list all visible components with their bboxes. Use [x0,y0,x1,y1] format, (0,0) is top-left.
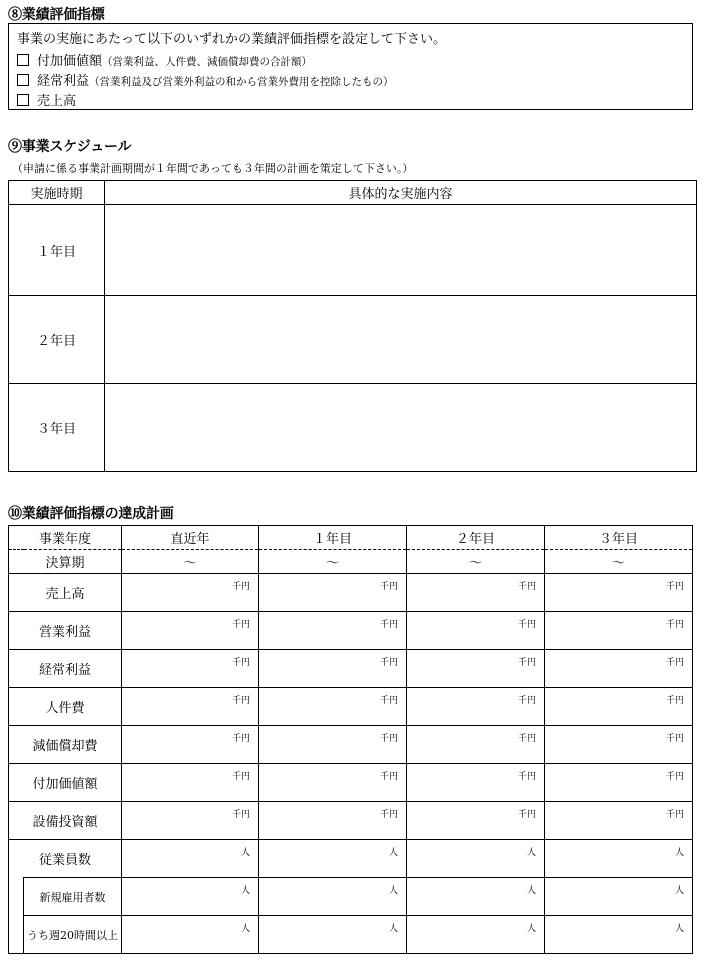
option-label: 付加価値額 [37,54,103,69]
section8-title: ⑧業績評価指標 [8,7,105,23]
plan-value-cell[interactable] [545,764,693,802]
plan-value-cell[interactable] [259,840,407,878]
plan-value-cell[interactable] [545,612,693,650]
plan-row-label: 付加価値額 [9,764,122,802]
plan-value-cell[interactable] [259,802,407,840]
option-note: （営業利益、人件費、減価償却費の合計額） [102,56,313,68]
unit-label: 人 [527,886,537,896]
plan-value-cell[interactable] [545,726,693,764]
plan-header-year: 事業年度 [9,526,122,550]
plan-value-cell[interactable] [545,802,693,840]
unit-label: 人 [389,886,399,896]
plan-header-col: ２年目 [407,526,545,550]
unit-label: 千円 [666,658,685,668]
plan-value-cell[interactable] [407,688,545,726]
unit-label: 人 [527,848,537,858]
schedule-table [8,180,697,472]
plan-value-cell[interactable] [545,916,693,954]
unit-label: 千円 [380,620,399,630]
plan-value-cell[interactable] [545,840,693,878]
plan-table [8,525,693,954]
unit-label: 人 [675,886,685,896]
plan-fiscal-label: 決算期 [9,550,122,574]
plan-fiscal-cell[interactable]: ～ [122,550,259,574]
plan-value-cell[interactable] [259,878,407,916]
plan-row-label: 減価償却費 [9,726,122,764]
plan-value-cell[interactable] [122,878,259,916]
plan-value-cell[interactable] [407,726,545,764]
schedule-header-period: 実施時期 [9,181,105,205]
schedule-content-cell[interactable] [105,205,697,296]
plan-value-cell[interactable] [407,612,545,650]
option-label: 売上高 [37,94,77,109]
unit-label: 千円 [232,772,251,782]
plan-value-cell[interactable] [259,688,407,726]
unit-label: 千円 [232,658,251,668]
section10-title: ⑩業績評価指標の達成計画 [8,506,174,522]
indent-spacer [9,878,24,916]
unit-label: 人 [389,924,399,934]
schedule-header-content: 具体的な実施内容 [105,181,697,205]
unit-label: 千円 [232,734,251,744]
section9-note: （申請に係る事業計画期間が１年間であっても３年間の計画を策定して下さい。） [12,162,414,175]
plan-row-label: 従業員数 [9,840,122,878]
plan-row-label: 経常利益 [9,650,122,688]
plan-value-cell[interactable] [407,840,545,878]
unit-label: 千円 [518,658,537,668]
plan-value-cell[interactable] [122,916,259,954]
plan-value-cell[interactable] [259,612,407,650]
plan-row-label: 売上高 [9,574,122,612]
option-note: （営業利益及び営業外利益の和から営業外費用を控除したもの） [89,76,394,88]
plan-value-cell[interactable] [122,726,259,764]
schedule-content-cell[interactable] [105,296,697,384]
unit-label: 千円 [518,810,537,820]
option-ordinary-profit[interactable] [17,70,394,89]
unit-label: 千円 [666,772,685,782]
schedule-row-label: １年目 [9,205,105,296]
unit-label: 千円 [380,658,399,668]
plan-value-cell[interactable] [545,878,693,916]
unit-label: 千円 [380,810,399,820]
unit-label: 人 [241,924,251,934]
unit-label: 千円 [518,582,537,592]
plan-value-cell[interactable] [407,878,545,916]
unit-label: 千円 [666,810,685,820]
indicator-intro: 事業の実施にあたって以下のいずれかの業績評価指標を設定して下さい。 [17,32,447,47]
plan-value-cell[interactable] [545,688,693,726]
unit-label: 千円 [666,734,685,744]
plan-subrow-label: 新規雇用者数 [24,878,122,916]
unit-label: 千円 [380,696,399,706]
plan-value-cell[interactable] [259,916,407,954]
plan-value-cell[interactable] [259,726,407,764]
unit-label: 人 [675,848,685,858]
checkbox-icon[interactable] [17,94,29,106]
unit-label: 千円 [518,772,537,782]
indent-spacer [9,916,24,954]
schedule-row-label: ３年目 [9,384,105,472]
plan-value-cell[interactable] [122,612,259,650]
plan-row-label: 営業利益 [9,612,122,650]
plan-row-label: 人件費 [9,688,122,726]
plan-row-label: 設備投資額 [9,802,122,840]
plan-value-cell[interactable] [259,650,407,688]
plan-fiscal-cell[interactable]: ～ [259,550,407,574]
checkbox-icon[interactable] [17,54,29,66]
plan-value-cell[interactable] [407,764,545,802]
section9-title: ⑨事業スケジュール [8,139,132,155]
unit-label: 人 [241,886,251,896]
plan-value-cell[interactable] [407,802,545,840]
option-added-value[interactable] [17,50,312,69]
plan-value-cell[interactable] [122,764,259,802]
schedule-row-label: ２年目 [9,296,105,384]
plan-value-cell[interactable] [545,650,693,688]
option-sales[interactable] [17,90,76,109]
plan-header-col: １年目 [259,526,407,550]
unit-label: 千円 [232,696,251,706]
unit-label: 千円 [518,620,537,630]
plan-value-cell[interactable] [122,574,259,612]
plan-value-cell[interactable] [545,574,693,612]
unit-label: 人 [527,924,537,934]
unit-label: 千円 [232,582,251,592]
indicator-box [8,23,693,110]
unit-label: 人 [241,848,251,858]
unit-label: 人 [389,848,399,858]
unit-label: 千円 [380,582,399,592]
unit-label: 千円 [666,696,685,706]
plan-fiscal-cell[interactable]: ～ [545,550,693,574]
plan-value-cell[interactable] [407,916,545,954]
unit-label: 人 [675,924,685,934]
plan-value-cell[interactable] [122,802,259,840]
plan-header-col: ３年目 [545,526,693,550]
unit-label: 千円 [232,810,251,820]
plan-value-cell[interactable] [259,764,407,802]
plan-value-cell[interactable] [407,574,545,612]
plan-value-cell[interactable] [259,574,407,612]
plan-value-cell[interactable] [407,650,545,688]
unit-label: 千円 [518,734,537,744]
unit-label: 千円 [380,734,399,744]
unit-label: 千円 [232,620,251,630]
plan-value-cell[interactable] [122,650,259,688]
unit-label: 千円 [380,772,399,782]
plan-subrow-label: うち週20時間以上 [24,916,122,954]
plan-value-cell[interactable] [122,840,259,878]
unit-label: 千円 [666,620,685,630]
option-label: 経常利益 [37,74,90,89]
checkbox-icon[interactable] [17,74,29,86]
plan-fiscal-cell[interactable]: ～ [407,550,545,574]
unit-label: 千円 [518,696,537,706]
plan-value-cell[interactable] [122,688,259,726]
schedule-content-cell[interactable] [105,384,697,472]
unit-label: 千円 [666,582,685,592]
plan-header-col: 直近年 [122,526,259,550]
